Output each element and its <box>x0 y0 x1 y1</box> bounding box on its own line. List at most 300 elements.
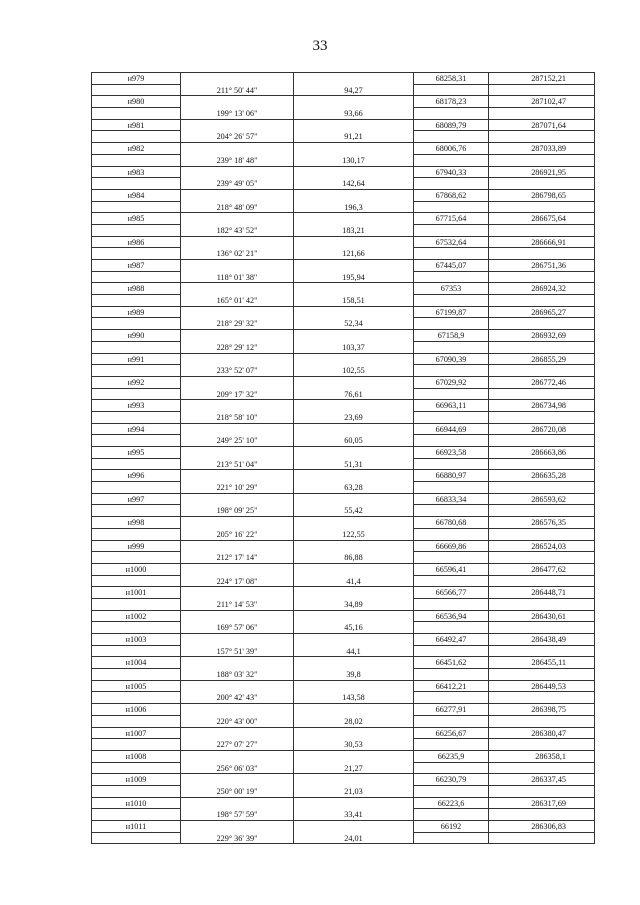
segment-length: 122,55 <box>294 529 414 541</box>
coord-y: 286477,62 <box>489 564 595 576</box>
coord-y: 287102,47 <box>489 96 595 108</box>
segment-length: 63,28 <box>294 482 414 494</box>
table-row <box>92 225 595 237</box>
table-row <box>92 798 595 810</box>
coord-x: 66536,94 <box>414 611 489 623</box>
empty-cell <box>92 318 181 330</box>
table-row <box>92 564 595 576</box>
point-name: н989 <box>92 307 181 319</box>
empty-cell <box>294 73 414 85</box>
coord-x: 67715,64 <box>414 213 489 225</box>
empty-cell <box>294 447 414 459</box>
table-row <box>92 809 595 821</box>
empty-cell <box>181 237 294 249</box>
table-row <box>92 389 595 401</box>
direction-angle: 221° 10' 29" <box>181 482 294 494</box>
empty-cell <box>294 728 414 740</box>
table-row <box>92 716 595 728</box>
direction-angle: 239° 18' 48" <box>181 155 294 167</box>
direction-angle: 165° 01' 42" <box>181 295 294 307</box>
table-row <box>92 786 595 798</box>
point-name: н998 <box>92 517 181 529</box>
empty-cell <box>489 85 595 97</box>
empty-cell <box>294 798 414 810</box>
table-row <box>92 272 595 284</box>
empty-cell <box>181 541 294 553</box>
table-row <box>92 424 595 436</box>
point-name: н986 <box>92 237 181 249</box>
table-row <box>92 833 595 845</box>
coord-x: 66923,58 <box>414 447 489 459</box>
table-row <box>92 318 595 330</box>
coord-y: 286855,29 <box>489 354 595 366</box>
table-row <box>92 260 595 272</box>
table-row <box>92 190 595 202</box>
coord-x: 66833,34 <box>414 494 489 506</box>
empty-cell <box>181 213 294 225</box>
coord-x: 66780,68 <box>414 517 489 529</box>
segment-length: 55,42 <box>294 505 414 517</box>
segment-length: 103,37 <box>294 342 414 354</box>
table-row <box>92 587 595 599</box>
empty-cell <box>92 529 181 541</box>
coord-x: 67940,33 <box>414 167 489 179</box>
table-row <box>92 728 595 740</box>
coord-y: 286455,11 <box>489 657 595 669</box>
empty-cell <box>181 751 294 763</box>
empty-cell <box>414 178 489 190</box>
direction-angle: 256° 06' 03" <box>181 763 294 775</box>
empty-cell <box>92 482 181 494</box>
empty-cell <box>92 669 181 681</box>
empty-cell <box>414 739 489 751</box>
coord-y: 286576,35 <box>489 517 595 529</box>
empty-cell <box>414 365 489 377</box>
empty-cell <box>181 564 294 576</box>
empty-cell <box>414 716 489 728</box>
empty-cell <box>489 295 595 307</box>
empty-cell <box>294 143 414 155</box>
empty-cell <box>489 552 595 564</box>
segment-length: 21,03 <box>294 786 414 798</box>
empty-cell <box>92 225 181 237</box>
table-row <box>92 73 595 85</box>
empty-cell <box>181 634 294 646</box>
empty-cell <box>489 692 595 704</box>
empty-cell <box>489 248 595 260</box>
empty-cell <box>414 155 489 167</box>
point-name: н1010 <box>92 798 181 810</box>
table-row <box>92 108 595 120</box>
coord-y: 287033,89 <box>489 143 595 155</box>
empty-cell <box>489 318 595 330</box>
coord-y: 286306,83 <box>489 821 595 833</box>
empty-cell <box>489 389 595 401</box>
empty-cell <box>294 377 414 389</box>
direction-angle: 209° 17' 32" <box>181 389 294 401</box>
point-name: н1002 <box>92 611 181 623</box>
empty-cell <box>294 167 414 179</box>
segment-length: 102,55 <box>294 365 414 377</box>
empty-cell <box>414 505 489 517</box>
empty-cell <box>414 482 489 494</box>
coord-y: 286337,45 <box>489 774 595 786</box>
empty-cell <box>489 482 595 494</box>
point-name: н987 <box>92 260 181 272</box>
empty-cell <box>181 798 294 810</box>
point-name: н995 <box>92 447 181 459</box>
segment-length: 23,69 <box>294 412 414 424</box>
empty-cell <box>414 646 489 658</box>
empty-cell <box>181 774 294 786</box>
empty-cell <box>92 202 181 214</box>
empty-cell <box>414 202 489 214</box>
empty-cell <box>92 412 181 424</box>
coord-y: 286593,62 <box>489 494 595 506</box>
direction-angle: 136° 02' 21" <box>181 248 294 260</box>
empty-cell <box>489 108 595 120</box>
table-row <box>92 646 595 658</box>
empty-cell <box>92 248 181 260</box>
table-row <box>92 330 595 342</box>
direction-angle: 213° 51' 04" <box>181 459 294 471</box>
coord-x: 68258,31 <box>414 73 489 85</box>
direction-angle: 204° 26' 57" <box>181 131 294 143</box>
table-row <box>92 704 595 716</box>
empty-cell <box>489 529 595 541</box>
empty-cell <box>92 505 181 517</box>
point-name: н993 <box>92 400 181 412</box>
table-row <box>92 681 595 693</box>
coord-x: 66669,86 <box>414 541 489 553</box>
segment-length: 94,27 <box>294 85 414 97</box>
empty-cell <box>294 330 414 342</box>
empty-cell <box>92 809 181 821</box>
table-row <box>92 517 595 529</box>
coord-x: 66880,97 <box>414 470 489 482</box>
empty-cell <box>414 342 489 354</box>
empty-cell <box>181 330 294 342</box>
table-row <box>92 120 595 132</box>
empty-cell <box>181 681 294 693</box>
empty-cell <box>181 400 294 412</box>
empty-cell <box>181 260 294 272</box>
table-row <box>92 248 595 260</box>
segment-length: 45,16 <box>294 622 414 634</box>
table-row <box>92 377 595 389</box>
table-row <box>92 459 595 471</box>
empty-cell <box>489 576 595 588</box>
segment-length: 130,17 <box>294 155 414 167</box>
empty-cell <box>489 809 595 821</box>
point-name: н994 <box>92 424 181 436</box>
segment-length: 143,58 <box>294 692 414 704</box>
coord-x: 66277,91 <box>414 704 489 716</box>
coord-y: 286720,08 <box>489 424 595 436</box>
coord-y: 286932,69 <box>489 330 595 342</box>
segment-length: 34,89 <box>294 599 414 611</box>
table-row <box>92 131 595 143</box>
segment-length: 195,94 <box>294 272 414 284</box>
table-row <box>92 307 595 319</box>
empty-cell <box>181 587 294 599</box>
empty-cell <box>181 470 294 482</box>
table-row <box>92 400 595 412</box>
table-row <box>92 505 595 517</box>
coord-y: 286798,65 <box>489 190 595 202</box>
coord-x: 66963,11 <box>414 400 489 412</box>
empty-cell <box>92 692 181 704</box>
direction-angle: 211° 50' 44" <box>181 85 294 97</box>
empty-cell <box>294 821 414 833</box>
table-row <box>92 470 595 482</box>
coord-y: 286449,53 <box>489 681 595 693</box>
empty-cell <box>294 400 414 412</box>
empty-cell <box>92 833 181 845</box>
table-row <box>92 541 595 553</box>
empty-cell <box>414 763 489 775</box>
table-row <box>92 354 595 366</box>
table-row <box>92 85 595 97</box>
empty-cell <box>294 634 414 646</box>
empty-cell <box>414 809 489 821</box>
coord-y: 286358,1 <box>489 751 595 763</box>
direction-angle: 198° 57' 59" <box>181 809 294 821</box>
coord-y: 286317,69 <box>489 798 595 810</box>
point-name: н1009 <box>92 774 181 786</box>
coord-x: 66944,69 <box>414 424 489 436</box>
empty-cell <box>489 599 595 611</box>
direction-angle: 228° 29' 12" <box>181 342 294 354</box>
empty-cell <box>181 611 294 623</box>
coord-y: 286921,95 <box>489 167 595 179</box>
direction-angle: 250° 00' 19" <box>181 786 294 798</box>
point-name: н1004 <box>92 657 181 669</box>
empty-cell <box>92 295 181 307</box>
empty-cell <box>489 202 595 214</box>
empty-cell <box>489 435 595 447</box>
direction-angle: 157° 51' 39" <box>181 646 294 658</box>
empty-cell <box>294 470 414 482</box>
direction-angle: 239° 49' 05" <box>181 178 294 190</box>
table-row <box>92 774 595 786</box>
segment-length: 76,61 <box>294 389 414 401</box>
empty-cell <box>489 342 595 354</box>
point-name: н990 <box>92 330 181 342</box>
direction-angle: 211° 14' 53" <box>181 599 294 611</box>
coord-x: 66235,9 <box>414 751 489 763</box>
empty-cell <box>414 108 489 120</box>
coord-y: 286772,46 <box>489 377 595 389</box>
empty-cell <box>489 155 595 167</box>
coord-y: 286751,36 <box>489 260 595 272</box>
direction-angle: 218° 48' 09" <box>181 202 294 214</box>
empty-cell <box>294 657 414 669</box>
empty-cell <box>92 435 181 447</box>
empty-cell <box>414 552 489 564</box>
table-row <box>92 155 595 167</box>
table-row <box>92 751 595 763</box>
empty-cell <box>181 728 294 740</box>
point-name: н999 <box>92 541 181 553</box>
segment-length: 41,4 <box>294 576 414 588</box>
empty-cell <box>181 424 294 436</box>
table-row <box>92 96 595 108</box>
empty-cell <box>489 131 595 143</box>
empty-cell <box>294 774 414 786</box>
empty-cell <box>294 283 414 295</box>
empty-cell <box>92 576 181 588</box>
segment-length: 51,31 <box>294 459 414 471</box>
coord-x: 66230,79 <box>414 774 489 786</box>
direction-angle: 118° 01' 38" <box>181 272 294 284</box>
coord-y: 286635,28 <box>489 470 595 482</box>
empty-cell <box>294 517 414 529</box>
point-name: н991 <box>92 354 181 366</box>
point-name: н988 <box>92 283 181 295</box>
coord-y: 286663,86 <box>489 447 595 459</box>
coord-x: 66596,41 <box>414 564 489 576</box>
segment-length: 24,01 <box>294 833 414 845</box>
empty-cell <box>181 377 294 389</box>
point-name: н1007 <box>92 728 181 740</box>
direction-angle: 182° 43' 52" <box>181 225 294 237</box>
segment-length: 142,64 <box>294 178 414 190</box>
empty-cell <box>181 96 294 108</box>
empty-cell <box>294 424 414 436</box>
empty-cell <box>181 143 294 155</box>
direction-angle: 249° 25' 10" <box>181 435 294 447</box>
direction-angle: 229° 36' 39" <box>181 833 294 845</box>
empty-cell <box>414 412 489 424</box>
coord-y: 286438,49 <box>489 634 595 646</box>
empty-cell <box>414 669 489 681</box>
coordinates-table <box>91 72 595 844</box>
table-row <box>92 494 595 506</box>
coord-y: 286675,64 <box>489 213 595 225</box>
point-name: н984 <box>92 190 181 202</box>
table-row <box>92 669 595 681</box>
point-name: н1005 <box>92 681 181 693</box>
empty-cell <box>489 622 595 634</box>
table-row <box>92 821 595 833</box>
coord-x: 68178,23 <box>414 96 489 108</box>
empty-cell <box>489 272 595 284</box>
empty-cell <box>489 833 595 845</box>
empty-cell <box>294 681 414 693</box>
coord-y: 286734,98 <box>489 400 595 412</box>
empty-cell <box>92 155 181 167</box>
empty-cell <box>294 587 414 599</box>
segment-length: 30,53 <box>294 739 414 751</box>
coord-y: 286666,91 <box>489 237 595 249</box>
table-row <box>92 295 595 307</box>
table-row <box>92 412 595 424</box>
point-name: н985 <box>92 213 181 225</box>
coord-y: 286965,27 <box>489 307 595 319</box>
point-name: н1001 <box>92 587 181 599</box>
coord-y: 287152,21 <box>489 73 595 85</box>
point-name: н979 <box>92 73 181 85</box>
empty-cell <box>181 517 294 529</box>
empty-cell <box>414 131 489 143</box>
empty-cell <box>92 763 181 775</box>
table-row <box>92 763 595 775</box>
segment-length: 86,88 <box>294 552 414 564</box>
table-row <box>92 447 595 459</box>
segment-length: 52,34 <box>294 318 414 330</box>
page-number: 33 <box>312 38 328 54</box>
table-row <box>92 237 595 249</box>
direction-angle: 212° 17' 14" <box>181 552 294 564</box>
table-row <box>92 178 595 190</box>
empty-cell <box>294 354 414 366</box>
empty-cell <box>414 786 489 798</box>
coord-y: 286380,47 <box>489 728 595 740</box>
empty-cell <box>92 599 181 611</box>
table-row <box>92 634 595 646</box>
point-name: н983 <box>92 167 181 179</box>
point-name: н997 <box>92 494 181 506</box>
coord-y: 286398,75 <box>489 704 595 716</box>
empty-cell <box>92 131 181 143</box>
coord-x: 66492,47 <box>414 634 489 646</box>
coord-x: 67090,39 <box>414 354 489 366</box>
empty-cell <box>414 295 489 307</box>
empty-cell <box>414 576 489 588</box>
table-row <box>92 143 595 155</box>
empty-cell <box>294 611 414 623</box>
empty-cell <box>294 541 414 553</box>
segment-length: 93,66 <box>294 108 414 120</box>
segment-length: 21,27 <box>294 763 414 775</box>
empty-cell <box>489 365 595 377</box>
empty-cell <box>294 751 414 763</box>
empty-cell <box>92 459 181 471</box>
empty-cell <box>92 739 181 751</box>
empty-cell <box>92 272 181 284</box>
empty-cell <box>294 96 414 108</box>
segment-length: 28,02 <box>294 716 414 728</box>
empty-cell <box>414 225 489 237</box>
table-row <box>92 622 595 634</box>
empty-cell <box>294 120 414 132</box>
empty-cell <box>414 389 489 401</box>
empty-cell <box>294 307 414 319</box>
empty-cell <box>181 120 294 132</box>
table-row <box>92 365 595 377</box>
table-row <box>92 202 595 214</box>
table-row <box>92 692 595 704</box>
table-row <box>92 611 595 623</box>
empty-cell <box>414 622 489 634</box>
empty-cell <box>181 73 294 85</box>
empty-cell <box>414 318 489 330</box>
empty-cell <box>489 716 595 728</box>
segment-length: 39,8 <box>294 669 414 681</box>
table-row <box>92 529 595 541</box>
coord-x: 66192 <box>414 821 489 833</box>
empty-cell <box>92 646 181 658</box>
coord-y: 287071,64 <box>489 120 595 132</box>
direction-angle: 218° 58' 10" <box>181 412 294 424</box>
empty-cell <box>414 692 489 704</box>
point-name: н980 <box>92 96 181 108</box>
coord-x: 67532,64 <box>414 237 489 249</box>
coord-y: 286924,32 <box>489 283 595 295</box>
coord-x: 67445,07 <box>414 260 489 272</box>
empty-cell <box>294 190 414 202</box>
